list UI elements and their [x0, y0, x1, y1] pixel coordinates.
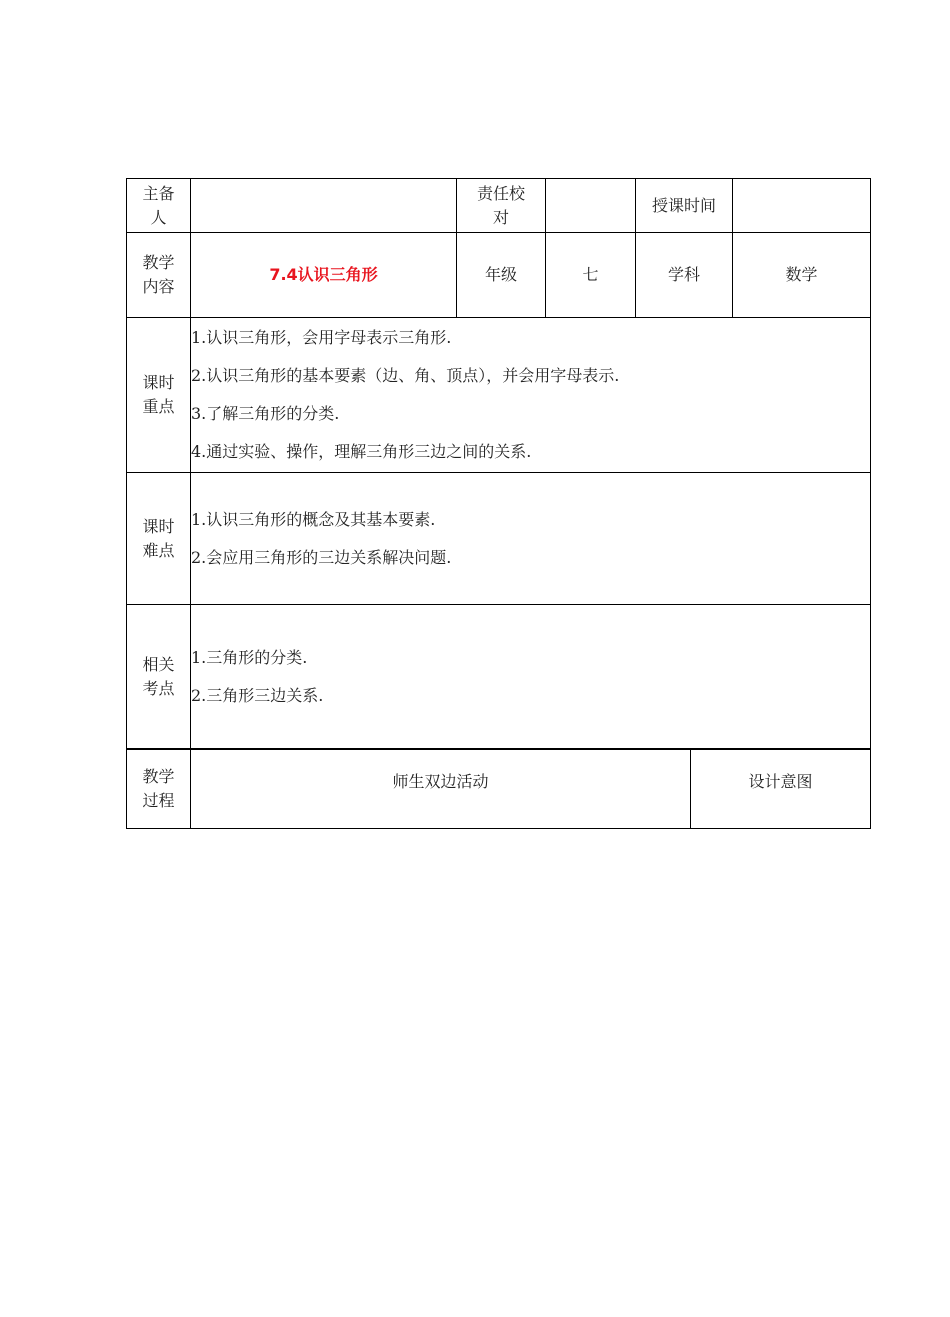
- content-row: [127, 233, 871, 318]
- key-points-list: [191, 318, 871, 473]
- difficult-points-row: [127, 473, 871, 605]
- subject-label: 学科: [636, 233, 733, 318]
- list-item: 1.认识三角形，会用字母表示三角形.: [191, 328, 452, 347]
- list-item: 2.会应用三角形的三边关系解决问题.: [191, 547, 452, 567]
- list-item: 4.通过实验、操作，理解三角形三边之间的关系.: [191, 442, 532, 461]
- content-label: 教学 内容: [127, 233, 191, 318]
- exam-points-row: [127, 605, 871, 749]
- difficult-points-list: [191, 473, 871, 605]
- exam-points-list: [191, 605, 871, 749]
- difficult-points-label: 课时 难点: [127, 473, 191, 605]
- list-item: 2.三角形三边关系.: [191, 685, 324, 705]
- list-item: 1.认识三角形的概念及其基本要素.: [191, 509, 436, 529]
- reviewer-label: 责任校 对: [457, 179, 546, 233]
- exam-points-label: 相关 考点: [127, 605, 191, 749]
- list-item: 2.认识三角形的基本要素（边、角、顶点），并会用字母表示.: [191, 366, 620, 385]
- lesson-plan-table: [126, 178, 871, 749]
- list-item: 3.了解三角形的分类.: [191, 404, 340, 423]
- key-points-row: [127, 318, 871, 473]
- list-item: 1.三角形的分类.: [191, 647, 308, 667]
- teaching-time-value: [733, 179, 871, 233]
- key-points-label: 课时 重点: [127, 318, 191, 473]
- process-label: 教学 过程: [127, 750, 191, 829]
- grade-label: 年级: [457, 233, 546, 318]
- process-row: [127, 750, 871, 829]
- preparer-label: 主备 人: [127, 179, 191, 233]
- preparer-value: [191, 179, 457, 233]
- teaching-time-label: 授课时间: [636, 179, 733, 233]
- design-intent-header: 设计意图: [691, 750, 871, 829]
- process-table: [126, 749, 871, 829]
- grade-value: 七: [546, 233, 636, 318]
- activity-header: 师生双边活动: [191, 750, 691, 829]
- header-row: [127, 179, 871, 233]
- reviewer-value: [546, 179, 636, 233]
- subject-value: 数学: [733, 233, 871, 318]
- lesson-title: 7.4认识三角形: [191, 233, 457, 318]
